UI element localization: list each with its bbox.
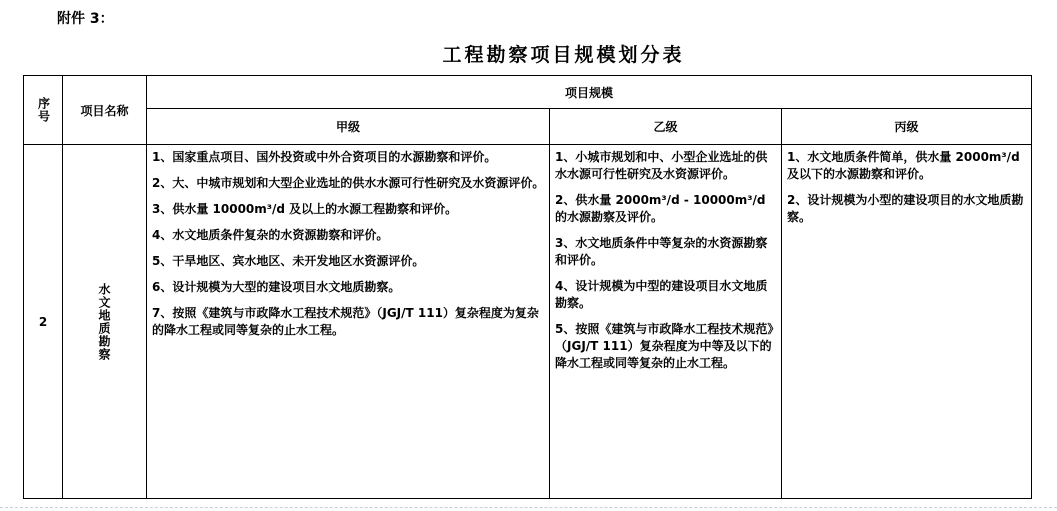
grade-c-item: 2、设计规模为小型的建设项目的水文地质勘察。 [787, 193, 1024, 224]
header-project-scale: 项目规模 [147, 76, 1032, 109]
grade-a-item: 6、设计规模为大型的建设项目水文地质勘察。 [152, 280, 401, 294]
grade-b-item: 4、设计规模为中型的建设项目水文地质勘察。 [555, 279, 768, 310]
row-seq: 2 [24, 145, 63, 499]
header-seq [24, 76, 63, 145]
grade-b-item: 1、小城市规划和中、小型企业选址的供水水源可行性研究及水资源评价。 [555, 150, 768, 181]
grade-a-item: 3、供水量 10000m³/d 及以上的水源工程勘察和评价。 [152, 202, 458, 216]
grade-b-item: 2、供水量 2000m³/d - 10000m³/d 的水源勘察及评价。 [555, 193, 766, 224]
project-scale-table [23, 75, 1032, 499]
grade-a-item: 5、干旱地区、宾水地区、未开发地区水资源评价。 [152, 254, 425, 268]
grade-c-cell [782, 145, 1032, 499]
grade-b-item: 5、按照《建筑与市政降水工程技术规范》（JGJ/T 111）复杂程度为中等及以下的降水工程或同等复杂的止水工程。 [555, 322, 774, 370]
grade-b-cell [550, 145, 782, 499]
page-bottom-divider [0, 507, 1057, 508]
header-seq-text: 序号 [36, 97, 51, 123]
header-grade-c: 丙级 [782, 109, 1032, 145]
grade-a-item: 7、按照《建筑与市政降水工程技术规范》（JGJ/T 111）复杂程度为复杂的降水工程或同等复杂的止水工程。 [152, 306, 539, 337]
row-name-cell [63, 145, 147, 499]
document-title: 工程勘察项目规模划分表 [442, 44, 685, 66]
grade-a-item: 1、国家重点项目、国外投资或中外合资项目的水源勘察和评价。 [152, 150, 497, 164]
row-project-name: 水文地质勘察 [97, 282, 111, 361]
header-grade-a: 甲级 [147, 109, 550, 145]
grade-b-item: 3、水文地质条件中等复杂的水资源勘察和评价。 [555, 236, 768, 267]
grade-c-item: 1、水文地质条件简单，供水量 2000m³/d 及以下的水源勘察和评价。 [787, 150, 1020, 181]
header-project-name: 项目名称 [63, 76, 147, 145]
grade-a-item: 4、水文地质条件复杂的水资源勘察和评价。 [152, 228, 389, 242]
header-grade-b: 乙级 [550, 109, 782, 145]
grade-a-item: 2、大、中城市规划和大型企业选址的供水水源可行性研究及水资源评价。 [152, 176, 545, 190]
attachment-label: 附件 3： [57, 11, 114, 27]
grade-a-cell [147, 145, 550, 499]
